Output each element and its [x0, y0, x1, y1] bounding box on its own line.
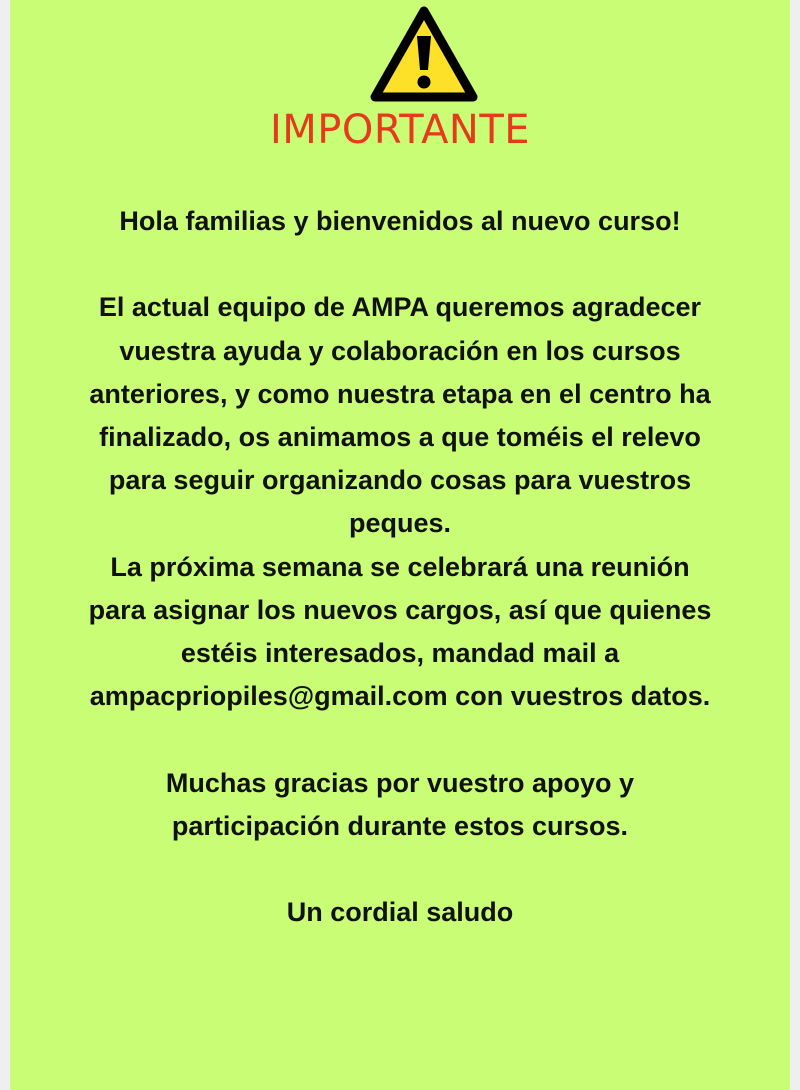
paragraph-line: vuestra ayuda y colaboración en los cursos — [119, 335, 681, 366]
page-title: IMPORTANTE — [269, 107, 531, 153]
greeting-text: Hola familias y bienvenidos al nuevo curso! — [119, 206, 681, 236]
email-line: ampacpriopiles@gmail.com con vuestros datos. — [89, 681, 711, 712]
thanks-line: Muchas gracias por vuestro apoyo y — [165, 767, 635, 798]
closing-text: Un cordial saludo — [286, 897, 514, 928]
paragraph-line: anteriores, y como nuestra etapa en el centro ha — [89, 378, 711, 409]
paragraph-line: finalizado, os animamos a que toméis el relevo — [99, 422, 701, 452]
notice-body — [10, 200, 790, 934]
paragraph-line: El actual equipo de AMPA queremos agradecer — [98, 292, 702, 323]
paragraph-line: para seguir organizando cosas para vuestros — [108, 465, 692, 496]
warning-icon — [368, 4, 480, 104]
spacer — [10, 243, 790, 286]
spacer — [10, 718, 790, 761]
paragraph-line: estéis interesados, mandad mail a — [180, 638, 620, 669]
spacer — [10, 848, 790, 891]
paragraph-line: peques. — [348, 508, 452, 539]
notice-page — [10, 0, 790, 1090]
thanks-line: participación durante estos cursos. — [171, 810, 629, 841]
paragraph-line: La próxima semana se celebrará una reunión — [110, 551, 690, 582]
paragraph-line: para asignar los nuevos cargos, así que quienes — [88, 594, 712, 625]
